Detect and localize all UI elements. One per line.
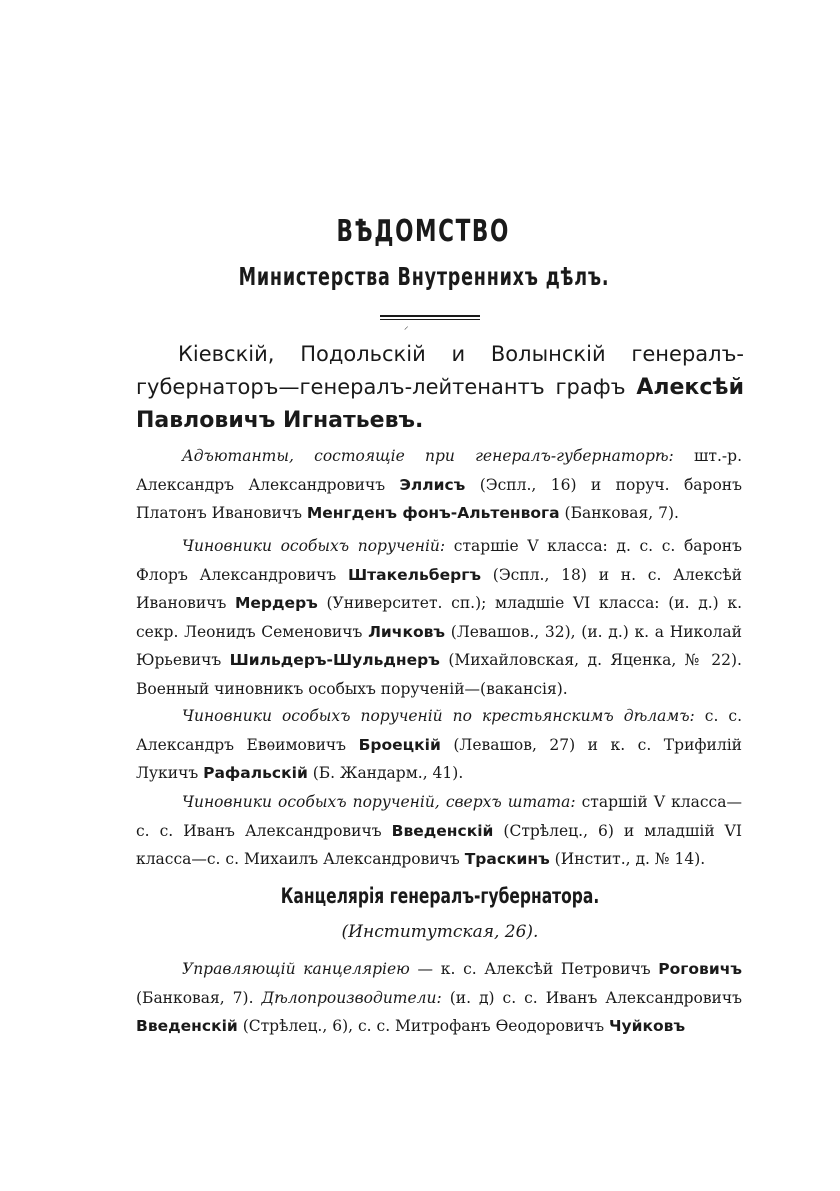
person-name: Чуйковъ [609, 1017, 686, 1035]
person-name: Траскинъ [464, 850, 550, 868]
ministry-title: Министерства Внутреннихъ дѣлъ. [238, 262, 610, 291]
person-name: Эллисъ [399, 475, 466, 494]
officials-paragraph: Чиновники особыхъ порученій: старшіе V класса: д. с. с. баронъ Флоръ Александровичъ Штакельбергъ (Эспл., 18) и н. с. Алексѣй Ивановичъ Мердеръ (Университет. сп.); младшіе VI класса: (и. д.) к. секр. Леонидъ Семеновичъ Личковъ (Левашов., 32), (и. д.) к. а Николай Юрьевичъ Шильдеръ-Шульднеръ (Михайловская, д. Яценка, № 22). Военный чиновникъ особыхъ порученій—(вакансія). [136, 537, 742, 698]
manager-label: Управляющій канцеляріею [182, 960, 410, 978]
chancery-title: Канцелярія генералъ-губернатора. [280, 884, 600, 908]
person-name: Личковъ [368, 622, 446, 641]
peasant-affairs-paragraph: Чиновники особыхъ порученій по крестьянскимъ дѣламъ: с. с. Александръ Евѳимовичъ Броецкій (Левашов, 27) и к. с. Трифилій Лукичъ Рафальскій (Б. Жандарм., 41). [136, 707, 742, 782]
person-name: Введенскій [136, 1017, 238, 1035]
adjutants-label: Адъютанты, состоящіе при генералъ-губернаторѣ: [182, 447, 674, 465]
governor-general-paragraph [136, 338, 744, 437]
title-ornament: ⸝ [380, 315, 480, 329]
person-name: Мердеръ [235, 594, 318, 612]
person-name: Рафальскій [203, 764, 308, 782]
extra-staff-paragraph: Чиновники особыхъ порученій, сверхъ штата: старшій V класса—с. с. Иванъ Александровичъ Введенскій (Стрѣлец., 6) и младшій VI класса—с. с. Михаилъ Александровичъ Траскинъ (Инстит., д. № 14). [136, 793, 743, 868]
department-title: ВѢДОМСТВО [336, 214, 510, 249]
officials-label: Чиновники особыхъ порученій: [182, 537, 446, 555]
person-name: Менгденъ фонъ-Альтенвога [306, 504, 560, 522]
peasant-label: Чиновники особыхъ порученій по крестьянскимъ дѣламъ: [182, 707, 695, 725]
person-name: Штакельбергъ [348, 565, 481, 584]
person-name: Броецкій [358, 735, 441, 754]
governor-name: Алексѣй Павловичъ Игнатьевъ. [136, 375, 744, 433]
governor-text: Кіевскій, Подольскій и Волынскій генералъ-губернаторъ—генералъ-лейтенантъ графъ [136, 342, 744, 399]
clerks-label: Дѣлопроизводители: [261, 988, 442, 1007]
person-name: Шильдеръ-Шульднеръ [229, 651, 440, 669]
person-name: Введенскій [391, 821, 494, 840]
person-name: Роговичъ [658, 960, 742, 978]
extra-label: Чиновники особыхъ порученій, сверхъ штата: [182, 793, 576, 811]
adjutants-paragraph: Адъютанты, состоящіе при генералъ-губернаторѣ: шт.-р. Александръ Александровичъ Эллисъ (Эспл., 16) и поруч. баронъ Платонъ Ивановичъ Менгденъ фонъ-Альтенвога (Банковая, 7). [136, 447, 742, 522]
chancery-address: (Институтская, 26). [341, 922, 539, 942]
chancery-manager-paragraph: Управляющій канцеляріею — к. с. Алексѣй Петровичъ Роговичъ (Банковая, 7). Дѣлопроизводители: (и. д) с. с. Иванъ Александровичъ Введенскій (Стрѣлец., 6), с. с. Митрофанъ Ѳеодоровичъ Чуйковъ [136, 960, 742, 1035]
